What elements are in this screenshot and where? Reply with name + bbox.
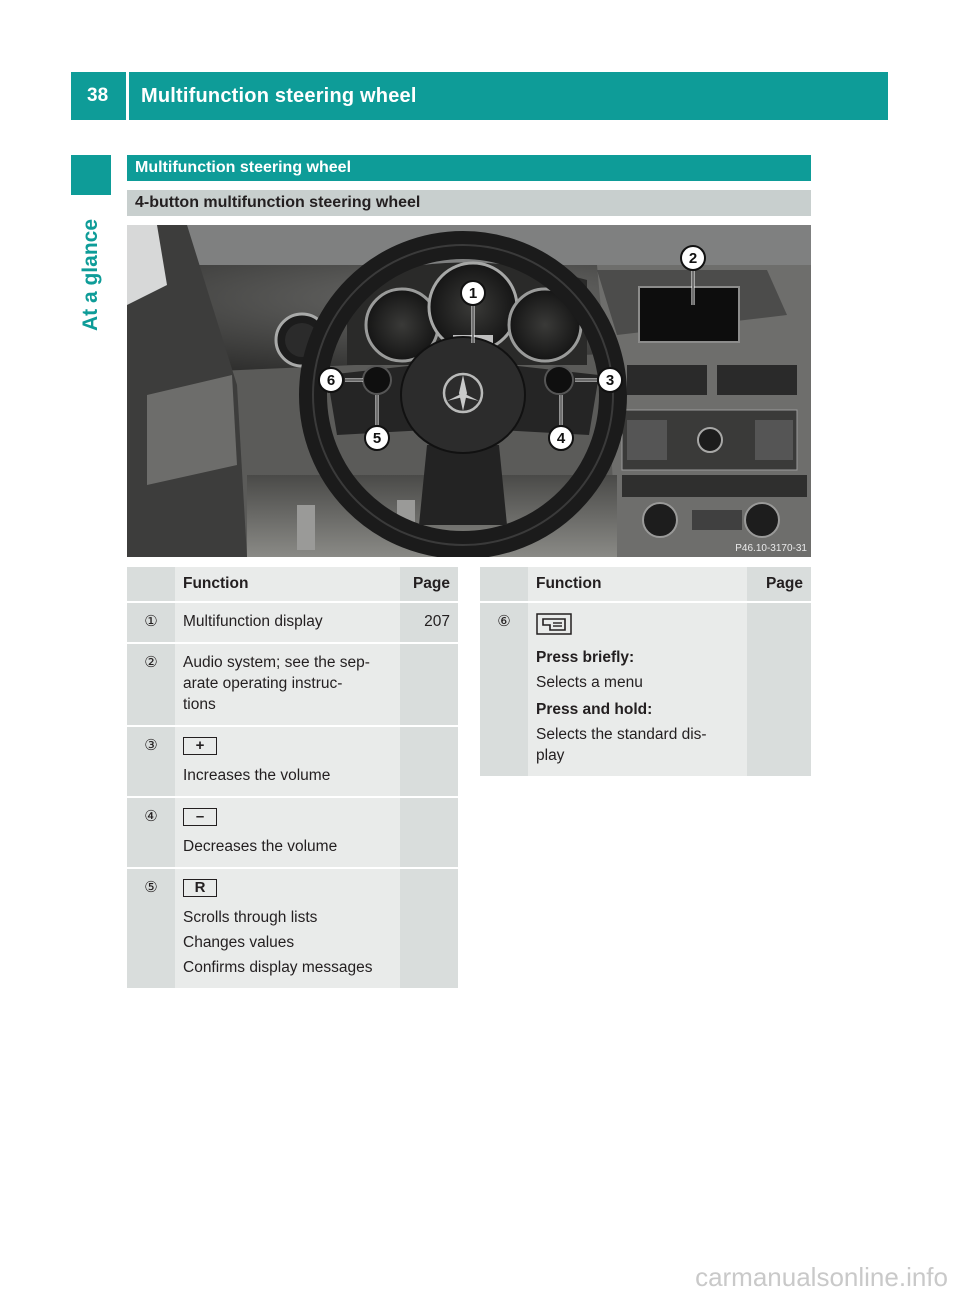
callout-3 <box>598 368 622 392</box>
row-description <box>528 602 747 776</box>
side-label-text: At a glance <box>79 218 103 332</box>
press-hold-text: play <box>536 747 565 764</box>
volume-down-key-icon: – <box>183 808 217 826</box>
menu-display-icon <box>536 613 739 641</box>
table-row <box>127 868 458 988</box>
subsection-heading: 4-button multifunction steering wheel <box>127 190 811 216</box>
description-line: Audio system; see the sep- <box>183 654 370 671</box>
description-line: Multifunction display <box>183 613 323 630</box>
table-row <box>127 726 458 797</box>
row-page: 207 <box>400 602 458 643</box>
callout-5 <box>365 426 389 450</box>
side-tab <box>71 155 111 195</box>
callout-1 <box>461 281 485 305</box>
callout-4-label: 4 <box>556 430 566 447</box>
description-line: Changes values <box>183 934 295 951</box>
row-number: ⑤ <box>127 868 175 988</box>
footer-watermark: carmanualsonline.info <box>695 1262 948 1292</box>
description-line: tions <box>183 696 216 713</box>
callout-6-label: 6 <box>326 372 336 389</box>
callout-6 <box>319 368 343 392</box>
description-line: Confirms display messages <box>183 959 373 976</box>
press-briefly-label: Press briefly: <box>536 649 635 666</box>
row-number: ① <box>127 602 175 643</box>
volume-up-key-icon: + <box>183 737 217 755</box>
page-number: 38 <box>87 85 109 106</box>
row-page <box>400 868 458 988</box>
back-key-icon: R <box>183 879 217 897</box>
table-row <box>480 602 811 776</box>
figure-code: P46.10-3170-31 <box>735 543 807 554</box>
function-table-left <box>127 567 458 988</box>
function-table-right <box>480 567 811 776</box>
page-header: Page <box>747 567 811 602</box>
steering-wheel-photo <box>127 225 811 557</box>
side-label <box>72 205 110 345</box>
callout-1-label: 1 <box>468 285 478 302</box>
row-number: ④ <box>127 797 175 868</box>
row-description <box>175 602 400 643</box>
description-line: Scrolls through lists <box>183 909 318 926</box>
row-page <box>400 797 458 868</box>
row-number: ② <box>127 643 175 726</box>
description-line: Decreases the volume <box>183 838 338 855</box>
function-header: Function <box>175 567 400 602</box>
table-row <box>127 643 458 726</box>
section-heading: Multifunction steering wheel <box>127 155 811 181</box>
row-page <box>400 726 458 797</box>
steering-wheel-dashboard-illustration <box>127 225 811 557</box>
num-header <box>480 567 528 602</box>
row-description <box>175 868 400 988</box>
row-page <box>747 602 811 776</box>
press-hold-label: Press and hold: <box>536 701 653 718</box>
callout-3-label: 3 <box>605 372 615 389</box>
row-number: ⑥ <box>480 602 528 776</box>
description-line: arate operating instruc- <box>183 675 343 692</box>
table-row <box>127 797 458 868</box>
function-header: Function <box>528 567 747 602</box>
num-header <box>127 567 175 602</box>
row-description <box>175 643 400 726</box>
description-line: Increases the volume <box>183 767 331 784</box>
row-description <box>175 797 400 868</box>
table-row <box>127 602 458 643</box>
page-header: Page <box>400 567 458 602</box>
callout-4 <box>549 426 573 450</box>
running-header <box>71 72 888 120</box>
callout-2-label: 2 <box>688 250 698 267</box>
callout-5-label: 5 <box>372 430 382 447</box>
running-title: Multifunction steering wheel <box>141 84 417 107</box>
row-description <box>175 726 400 797</box>
press-hold-text: Selects the standard dis- <box>536 726 707 743</box>
callout-2 <box>681 246 705 270</box>
press-briefly-text: Selects a menu <box>536 674 643 691</box>
row-page <box>400 643 458 726</box>
row-number: ③ <box>127 726 175 797</box>
